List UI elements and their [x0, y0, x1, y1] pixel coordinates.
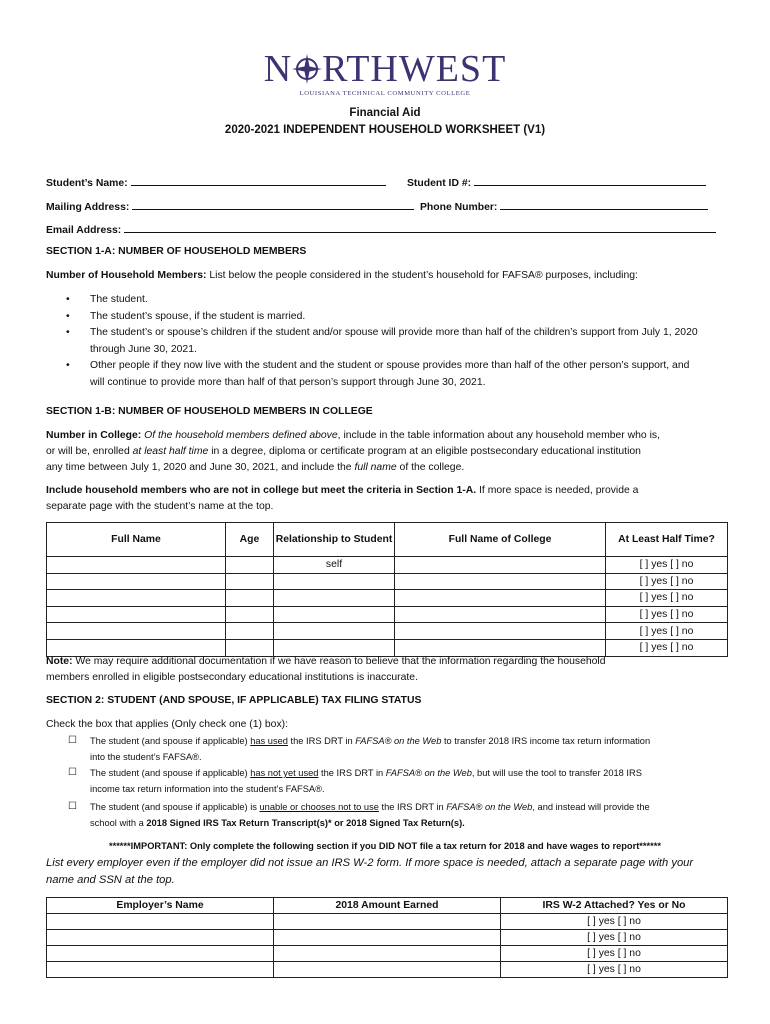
table-row	[47, 590, 728, 607]
col-college: Full Name of College	[395, 523, 606, 557]
relationship-cell[interactable]	[274, 606, 395, 623]
col-relationship: Relationship to Student	[274, 523, 395, 557]
list-item: • The student’s or spouse’s children if the student and/or spouse will provide more than half of the children’s support from July 1, 2020 through June 30, 2021.	[66, 327, 698, 355]
important-notice: ******IMPORTANT: Only complete the following section if you DID NOT file a tax return for 2018 and have wages to report******	[108, 841, 662, 851]
section-1b-para-line2: or will be, enrolled at least half time in a degree, diploma or certificate program at an eligible postsecondary educational institution	[46, 446, 641, 457]
col-amount-earned: 2018 Amount Earned	[274, 898, 501, 914]
section-1a-heading: SECTION 1-A: NUMBER OF HOUSEHOLD MEMBERS	[46, 246, 307, 257]
name-cell[interactable]	[47, 606, 226, 623]
option-3-text-line2: school with a 2018 Signed IRS Tax Return Transcript(s)* or 2018 Signed Tax Return(s).	[90, 818, 465, 828]
table-row	[47, 946, 728, 962]
household-criteria-list	[46, 292, 726, 392]
table-header-row	[47, 898, 728, 914]
section-1b-include-line2: separate page with the student’s name at the top.	[46, 501, 274, 512]
age-cell[interactable]	[226, 573, 274, 590]
w2-checkbox[interactable]: [ ] yes [ ] no	[501, 930, 728, 946]
age-cell[interactable]	[226, 606, 274, 623]
note-line2: members enrolled in eligible postsecondary educational institutions is inaccurate.	[46, 672, 418, 683]
relationship-cell: self	[274, 557, 395, 574]
compass-star-icon	[292, 54, 322, 84]
table-row	[47, 639, 728, 656]
email-address-field[interactable]: Email Address:	[46, 223, 716, 236]
employer-cell[interactable]	[47, 930, 274, 946]
phone-number-field[interactable]: Phone Number:	[420, 200, 708, 213]
employer-cell[interactable]	[47, 914, 274, 930]
employer-cell[interactable]	[47, 946, 274, 962]
w2-checkbox[interactable]: [ ] yes [ ] no	[501, 914, 728, 930]
half-time-checkbox[interactable]: [ ] yes [ ] no	[606, 557, 728, 574]
relationship-cell[interactable]	[274, 639, 395, 656]
table-row	[47, 557, 728, 574]
section-1b-include-line1: Include household members who are not in college but meet the criteria in Section 1-A. If more space is needed, provide a	[46, 485, 639, 496]
college-cell[interactable]	[395, 639, 606, 656]
table-row	[47, 623, 728, 640]
age-cell[interactable]	[226, 623, 274, 640]
name-cell[interactable]	[47, 557, 226, 574]
employer-instruction-line1: List every employer even if the employer did not issue an IRS W-2 form. If more space is needed, attach a separate page with your	[46, 857, 694, 869]
employer-instruction-line2: name and SSN at the top.	[46, 874, 175, 886]
dept-title: Financial Aid	[349, 107, 421, 119]
relationship-cell[interactable]	[274, 590, 395, 607]
table-row	[47, 914, 728, 930]
list-item: • The student’s spouse, if the student is married.	[66, 310, 306, 322]
option-1-text-line2: into the student’s FAFSA®.	[90, 752, 202, 762]
employer-cell[interactable]	[47, 962, 274, 978]
student-id-field[interactable]: Student ID #:	[407, 176, 706, 189]
college-logo	[0, 50, 770, 97]
option-2-text: The student (and spouse if applicable) has not yet used the IRS DRT in FAFSA® on the Web, but will use the tool to transfer 2018 IRS	[90, 768, 642, 778]
col-half-time: At Least Half Time?	[606, 523, 728, 557]
section-2-heading: SECTION 2: STUDENT (AND SPOUSE, IF APPLICABLE) TAX FILING STATUS	[46, 695, 422, 706]
college-cell[interactable]	[395, 606, 606, 623]
section-1b-heading: SECTION 1-B: NUMBER OF HOUSEHOLD MEMBERS IN COLLEGE	[46, 406, 373, 417]
option-3-text: The student (and spouse if applicable) is unable or chooses not to use the IRS DRT in FAFSA® on the Web, and instead will provide the	[90, 802, 650, 812]
table-row	[47, 962, 728, 978]
option-3-checkbox[interactable]: ☐	[68, 801, 77, 812]
table-row	[47, 930, 728, 946]
college-cell[interactable]	[395, 623, 606, 640]
college-cell[interactable]	[395, 590, 606, 607]
section-1b-para-line3: any time between July 1, 2020 and June 30, 2021, and include the full name of the college.	[46, 462, 465, 473]
half-time-checkbox[interactable]: [ ] yes [ ] no	[606, 623, 728, 640]
amount-cell[interactable]	[274, 946, 501, 962]
w2-checkbox[interactable]: [ ] yes [ ] no	[501, 946, 728, 962]
relationship-cell[interactable]	[274, 573, 395, 590]
name-cell[interactable]	[47, 590, 226, 607]
list-item: • The student.	[66, 294, 148, 305]
half-time-checkbox[interactable]: [ ] yes [ ] no	[606, 590, 728, 607]
amount-cell[interactable]	[274, 930, 501, 946]
age-cell[interactable]	[226, 590, 274, 607]
employer-table	[46, 897, 728, 978]
amount-cell[interactable]	[274, 914, 501, 930]
section-1b-para-line1: Number in College: Of the household members defined above, include in the table information about any household member who is,	[46, 430, 660, 441]
name-cell[interactable]	[47, 639, 226, 656]
age-cell[interactable]	[226, 639, 274, 656]
household-college-table	[46, 522, 728, 657]
col-w2-attached: IRS W-2 Attached? Yes or No	[501, 898, 728, 914]
col-age: Age	[226, 523, 274, 557]
w2-checkbox[interactable]: [ ] yes [ ] no	[501, 962, 728, 978]
note-line1: Note: We may require additional documentation if we have reason to believe that the information regarding the household	[46, 656, 606, 667]
half-time-checkbox[interactable]: [ ] yes [ ] no	[606, 639, 728, 656]
mailing-address-field[interactable]: Mailing Address:	[46, 200, 414, 213]
table-header-row	[47, 523, 728, 557]
half-time-checkbox[interactable]: [ ] yes [ ] no	[606, 573, 728, 590]
option-2-text-line2: income tax return information into the student’s FAFSA®.	[90, 784, 325, 794]
option-1-text: The student (and spouse if applicable) has used the IRS DRT in FAFSA® on the Web to transfer 2018 IRS income tax return information	[90, 736, 651, 746]
list-item: • Other people if they now live with the student and the student or spouse provides more than half of the other person’s support, and will continue to provide more than half of that person’s support through June 30, 2021.	[66, 360, 690, 388]
logo-tagline: LOUISIANA TECHNICAL COMMUNITY COLLEGE	[299, 90, 471, 97]
name-cell[interactable]	[47, 573, 226, 590]
section-2-instruction: Check the box that applies (Only check one (1) box):	[46, 719, 288, 730]
college-cell[interactable]	[395, 557, 606, 574]
table-row	[47, 573, 728, 590]
col-employer-name: Employer’s Name	[47, 898, 274, 914]
worksheet-title: 2020-2021 INDEPENDENT HOUSEHOLD WORKSHEET (V1)	[224, 124, 546, 136]
college-cell[interactable]	[395, 573, 606, 590]
col-full-name: Full Name	[47, 523, 226, 557]
option-1-checkbox[interactable]: ☐	[68, 735, 77, 746]
table-row	[47, 606, 728, 623]
amount-cell[interactable]	[274, 962, 501, 978]
half-time-checkbox[interactable]: [ ] yes [ ] no	[606, 606, 728, 623]
relationship-cell[interactable]	[274, 623, 395, 640]
section-1a-intro: Number of Household Members: List below the people considered in the student’s household for FAFSA® purposes, including:	[46, 270, 638, 281]
logo-wordmark: N RTHWEST	[263, 48, 507, 90]
name-cell[interactable]	[47, 623, 226, 640]
student-name-field[interactable]: Student’s Name:	[46, 176, 386, 189]
age-cell[interactable]	[226, 557, 274, 574]
option-2-checkbox[interactable]: ☐	[68, 767, 77, 778]
